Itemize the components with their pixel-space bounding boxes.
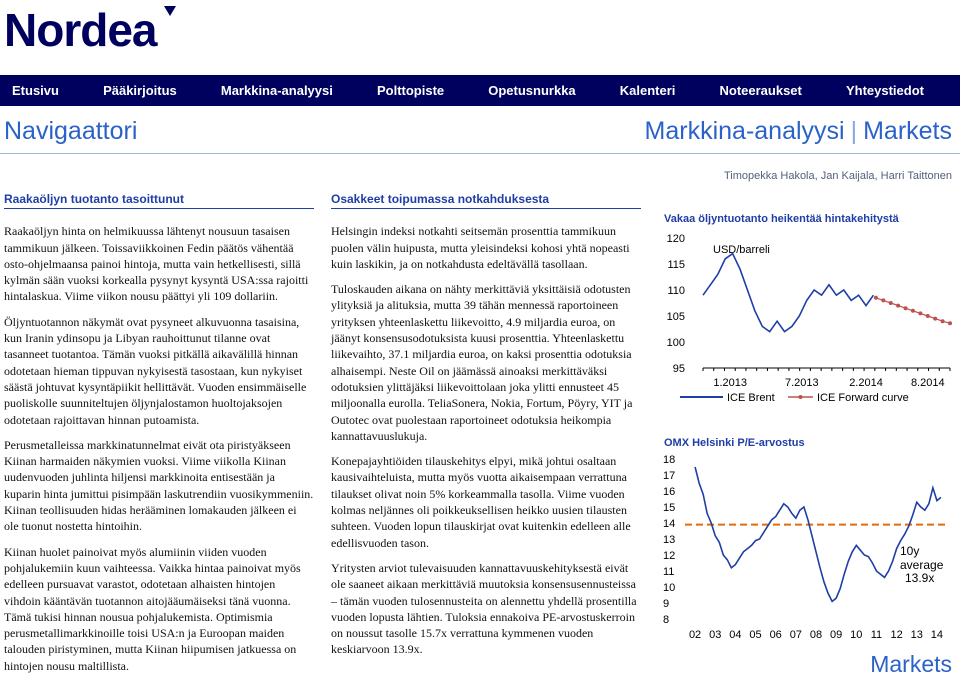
footer-markets-logo: Markets (870, 651, 952, 677)
y-tick-label: 9 (663, 598, 670, 610)
article-equities-paragraph: Konepajayhtiöiden tilauskehitys elpyi, mikä johtui osaltaan kausivaihteluista, mutta myös vuotta aikaisempaan verrattuna tilaukset olivat noin 5% korkeammalla tasolla. Viime vuoden kolmas neljännes oli poikkeuksellisen heikko uusien tilausten suhteen. Vuoden lopun tilauskirjat ovat kuitenkin edelleen alle edellisvuoden tason. (331, 454, 631, 550)
oil-price-chart (655, 228, 960, 423)
nav-item-kalenteri[interactable]: Kalenteri (619, 83, 676, 98)
y-tick-label: 13 (663, 534, 676, 546)
authors: Timopekka Hakola, Jan Kaijala, Harri Taittonen (723, 170, 952, 182)
x-tick-label: 1.2013 (713, 377, 747, 389)
nav-item-polttopiste[interactable]: Polttopiste (376, 83, 445, 98)
forward-curve-point (918, 311, 922, 315)
legend-brent-label: ICE Brent (727, 392, 775, 404)
x-tick-label: 12 (890, 629, 903, 641)
forward-curve-point (933, 317, 937, 321)
section-title (645, 117, 952, 146)
article-oil-heading: Raakaöljyn tuotanto tasoittunut (4, 191, 314, 209)
x-tick-label: 2.2014 (849, 377, 883, 389)
average-annotation-line: 13.9x (905, 571, 935, 585)
nav-item-opetusnurkka[interactable]: Opetusnurkka (488, 83, 576, 98)
forward-curve-point (896, 304, 900, 308)
x-tick-label: 06 (769, 629, 782, 641)
article-equities-heading: Osakkeet toipumassa notkahduksesta (331, 191, 641, 209)
article-equities-paragraph: Helsingin indeksi notkahti seitsemän prosenttia tammikuun puolen välin huipusta, mutta yleisindeksi kohosi yhtä nopeasti kuin laskikin, ja on notkahdusta edeltävällä tasollaan. (331, 224, 630, 271)
forward-curve-point (911, 309, 915, 313)
publication-title: Navigaattori (4, 117, 138, 145)
x-tick-label: 02 (688, 629, 702, 641)
y-tick-label: 18 (663, 454, 676, 466)
forward-curve-point (941, 319, 945, 323)
article-oil (4, 191, 314, 683)
nav-item-yhteystiedot[interactable]: Yhteystiedot (845, 83, 924, 98)
article-oil-paragraph: Perusmetalleissa markkinatunnelmat eivät ota piristyäkseen Kiinan harmaiden näkymien vuoksi. Viime viikolla Kiinan uudenvuoden juhlinta hiljensi markkinoita entisestään ja kuparin hinta jumittui pisimpään laskutrendiin vuosikymmeniin. Kiinan teollisuuden hidas herääminen lomakauden jälkeen ei ole tuonut nostetta hintoihin. (4, 437, 314, 534)
article-equities-paragraph: Yritysten arviot tulevaisuuden kannattavuuskehityksestä eivät ole saaneet aikaan merkittäviä muutoksia konsensusennusteissa – tämän vuoden tulosennusteita on alennettu yhdellä prosentilla vuoden lopusta lähtien. Tuloksia ennakoiva PE-arvostuskerroin on noussut tasolle 15.7x verrattuna kymmenen vuoden keskiarvoon 13.9x. (331, 560, 637, 657)
nav-item-etusivu[interactable]: Etusivu (12, 83, 59, 98)
x-tick-label: 8.2014 (910, 377, 945, 389)
forward-curve-point (926, 314, 930, 318)
nav-item-paakirjoitus[interactable]: Pääkirjoitus (103, 83, 177, 98)
article-oil-paragraph: Öljyntuotannon näkymät ovat pysyneet alkuvuonna tasaisina, kun Iranin ydinsopu ja Libyan rauhoittunut tilanne ovat tasanneet tuotantoa. Tämän vuoksi pitkällä aikavälillä hinnan odotetaan hieman tippuvan nykyisestä tasostaan, kun nykyiset säästä johtuvat kysyntäpiikit hellittävät. Vuoden ensimmäiselle puoliskolle suunniteltujen öljynjalostamon huoltojaksojen odotetaan rajoittavan hinnan putoamista. (4, 314, 307, 427)
nav-item-markkina-analyysi[interactable]: Markkina-analyysi (220, 83, 333, 98)
svg-text:Nordea: Nordea (4, 4, 157, 54)
x-tick-label: 10 (850, 629, 863, 641)
y-tick-label: 14 (663, 518, 676, 530)
forward-curve-point (881, 298, 885, 302)
average-annotation-line: 10y (900, 544, 920, 558)
article-oil-paragraph: Kiinan huolet painoivat myös alumiinin viiden vuoden pohjalukemiin kuun vaihteessa. Vaikka hintaa painoivat myös edelleen pursuavat varastot, odotetaan alhaisten hintojen vihdoin kääntävän tuotannon aitojääumäiseksi tänä vuonna. Tämä tukisi hinnan nousua pohjalukemista. Optimismia perusmetallimarkkinoille toisi USA:n ja Euroopan maiden talouden piristyminen, mutta Kiinan hiipumisen jatkuessa on hintojen nousu maltillista. (4, 544, 301, 673)
top-navigation (0, 75, 960, 106)
unit-label: USD/barreli (713, 244, 770, 256)
y-tick-label: 95 (672, 363, 685, 375)
nav-item-noteeraukset[interactable]: Noteeraukset (719, 83, 802, 98)
x-tick-label: 11 (870, 629, 883, 641)
y-tick-label: 115 (667, 259, 685, 271)
average-annotation-line: average (900, 558, 944, 572)
y-tick-label: 17 (663, 470, 676, 482)
x-tick-label: 03 (709, 629, 722, 641)
forward-curve-point (948, 321, 952, 325)
forward-curve-point (874, 296, 878, 300)
x-tick-label: 05 (749, 629, 762, 641)
y-tick-label: 12 (663, 550, 676, 562)
x-tick-label: 07 (789, 629, 802, 641)
forward-curve-point (889, 301, 893, 305)
y-tick-label: 100 (666, 337, 685, 349)
y-tick-label: 16 (663, 486, 676, 498)
nordea-logo[interactable] (4, 4, 204, 54)
x-tick-label: 7.2013 (784, 377, 819, 389)
x-tick-label: 09 (830, 629, 843, 641)
section-title-sub: Markets (863, 117, 952, 145)
y-tick-label: 120 (666, 233, 685, 245)
pe-chart (655, 447, 960, 647)
y-tick-label: 10 (663, 582, 676, 594)
x-tick-label: 13 (910, 629, 923, 641)
ice-brent-line (703, 254, 873, 332)
article-oil-paragraph: Raakaöljyn hinta on helmikuussa lähtenyt nousuun tasaisen tammikuun jälkeen. Toissaviikkoinen Fedin päätös vähentää osto-ohjelmaansa painoi hintoja, mutta vain hetkellisesti, sillä kylmän sään vuoksi korkealla pysynyt kysyntä USA:ssa rajoitti hintalaskua. Viime viikon nousu päättyi yli 109 dollariin. (4, 224, 309, 304)
section-title-main: Markkina-analyysi (644, 117, 845, 145)
x-tick-label: 04 (729, 629, 742, 641)
legend-forward-marker (799, 395, 803, 399)
legend-forward-label: ICE Forward curve (817, 392, 909, 404)
article-equities-paragraph: Tuloskauden aikana on nähty merkittäviä yksittäisiä odotusten ylityksiä ja alituksia, mutta 39 tähän mennessä raportoineen yrityksen yhteenlaskettu liikevoitto, 4.9 miljardia euroa, on jäänyt konsensusodotuksista kuusi prosenttia. Yhteenlaskettu liikevaihto, 37.1 miljardia euroa, on kaksi prosenttia odotuksia alhaisempi. Neste Oil on jäämässä ainoaksi merkittäväksi odotuksien ylittäjäksi liikevoittolaan joka ylitti ennusteet 45 miljoonalla eurolla. TeliaSonera, Nokia, Fortum, Pöyry, YIT ja Outotec ovat puolestaan raportoineet odotuksia heikompia kannattavuuslukuja. (331, 282, 633, 443)
x-tick-label: 14 (930, 629, 944, 641)
oil-chart-title: Vakaa öljyntuotanto heikentää hintakehitystä (664, 213, 899, 225)
y-tick-label: 11 (663, 566, 675, 578)
forward-curve-point (904, 306, 908, 310)
article-equities (331, 191, 641, 667)
header-divider (0, 153, 960, 154)
section-title-divider: | (850, 117, 858, 145)
pe-chart-title: OMX Helsinki P/E-arvostus (664, 437, 805, 449)
y-tick-label: 8 (663, 614, 670, 626)
y-tick-label: 15 (663, 502, 676, 514)
x-tick-label: 08 (809, 629, 823, 641)
y-tick-label: 105 (666, 311, 685, 323)
y-tick-label: 110 (667, 285, 685, 297)
